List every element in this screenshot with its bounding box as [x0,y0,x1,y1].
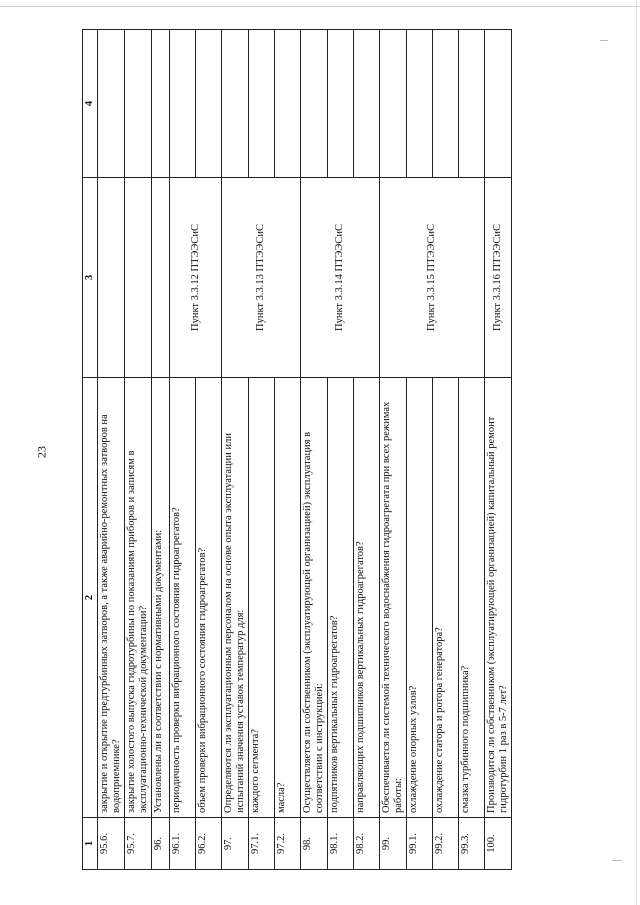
table-row [459,30,485,870]
answer-cell [196,30,222,178]
table-row [222,30,249,870]
table-row [407,30,433,870]
item-question: Определяются ли эксплуатационным персоналом на основе опыта эксплуатации или испытаний значения уставок температур для: [222,378,249,818]
table-row [485,30,512,870]
scan-speck [612,860,622,861]
checklist-table [82,29,512,870]
answer-cell [459,30,485,178]
table-row [433,30,459,870]
answer-cell [328,30,354,178]
item-question: каждого сегмента? [249,378,275,818]
scan-edge-top [0,6,640,7]
table-row [249,30,275,870]
answer-cell [170,30,196,178]
table-row [196,30,222,870]
item-question: Производится ли собственником (эксплуатирующей организацией) капитальный ремонт гидротурбин 1 раз в 5-7 лет? [485,378,512,818]
item-question: Установлены ли в соответствии с нормативными документами: [152,378,170,818]
item-number: 97. [222,818,249,870]
item-number: 99.1. [407,818,433,870]
answer-cell [249,30,275,178]
item-question: Осуществляется ли собственником (эксплуатирующей организацией) эксплуатация в соответствии с инструкцией: [301,378,328,818]
header-col-2: 2 [83,378,98,818]
header-col-3: 3 [83,178,98,378]
item-number: 99.3. [459,818,485,870]
item-number: 98.1. [328,818,354,870]
item-number: 96. [152,818,170,870]
item-question: масла? [275,378,301,818]
answer-cell [301,30,328,178]
item-number: 95.6. [98,818,125,870]
table-row [125,30,152,870]
header-col-1: 1 [83,818,98,870]
item-number: 100. [485,818,512,870]
answer-cell [98,30,125,178]
item-question: объем проверки вибрационного состояния гидроагрегатов? [196,378,222,818]
item-question: периодичность проверки вибрационного состояния гидроагрегатов? [170,378,196,818]
regulation-reference: Пункт 3.3.12 ПТЭЭСиС [170,178,222,378]
item-question: смазка турбинного подшипника? [459,378,485,818]
table-row [354,30,380,870]
item-question: охлаждение статора и ротора генератора? [433,378,459,818]
answer-cell [222,30,249,178]
table-row [275,30,301,870]
item-question: закрытие и открытие предтурбинных затворов, а также аварийно-ремонтных затворов на водоприемнике? [98,378,125,818]
item-number: 97.2. [275,818,301,870]
answer-cell [152,30,170,178]
item-number: 99.2. [433,818,459,870]
answer-cell [407,30,433,178]
answer-cell [125,30,152,178]
regulation-reference-empty [98,178,125,378]
item-question: направляющих подшипников вертикальных гидроагрегатов? [354,378,380,818]
regulation-reference: Пункт 3.3.16 ПТЭЭСиС [485,178,512,378]
table-header-row [83,30,98,870]
table-row [328,30,354,870]
answer-cell [433,30,459,178]
regulation-reference: Пункт 3.3.13 ПТЭЭСиС [222,178,301,378]
rotated-page-content [82,30,563,870]
item-question: закрытие холостого выпуска гидротурбины по показаниям приборов и записям в эксплуатационно-технической документации? [125,378,152,818]
item-number: 98.2. [354,818,380,870]
regulation-reference: Пункт 3.3.14 ПТЭЭСиС [301,178,380,378]
item-number: 97.1. [249,818,275,870]
table-row [380,30,407,870]
header-col-4: 4 [83,30,98,178]
answer-cell [354,30,380,178]
item-question: Обеспечивается ли системой технического водоснабжения гидроагрегата при всех режимах работы: [380,378,407,818]
regulation-reference-empty [125,178,152,378]
item-question: охлаждение опорных узлов? [407,378,433,818]
table-row [301,30,328,870]
page-number: 23 [34,446,49,458]
scan-speck [600,40,608,41]
item-question: подпятников вертикальных гидроагрегатов? [328,378,354,818]
item-number: 95.7. [125,818,152,870]
answer-cell [380,30,407,178]
table-row [170,30,196,870]
item-number: 96.2. [196,818,222,870]
item-number: 98. [301,818,328,870]
regulation-reference-empty [152,178,170,378]
scan-edge-right [636,0,637,905]
answer-cell [275,30,301,178]
answer-cell [485,30,512,178]
item-number: 99. [380,818,407,870]
item-number: 96.1. [170,818,196,870]
table-row [98,30,125,870]
regulation-reference: Пункт 3.3.15 ПТЭЭСиС [380,178,485,378]
table-row [152,30,170,870]
